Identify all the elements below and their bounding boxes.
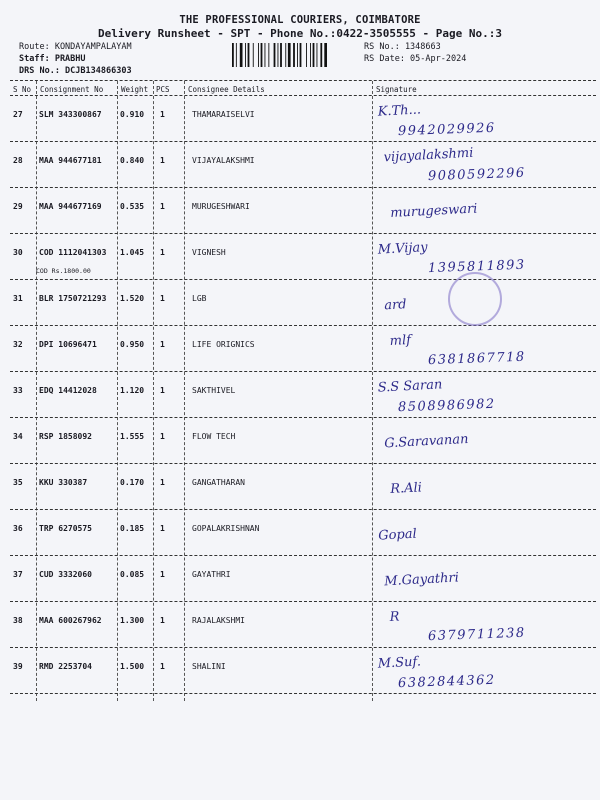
- table-row: [0, 280, 600, 326]
- staff-label: Staff: PRABHU: [19, 54, 86, 64]
- col-pcs: PCS: [156, 85, 170, 94]
- svg-text:murugeswari: murugeswari: [389, 201, 478, 222]
- row-cod-amount: COD Rs.1800.00: [36, 267, 91, 275]
- svg-text:ard: ard: [383, 297, 407, 314]
- row-consignee: GAYATHRI: [192, 570, 231, 579]
- row-sno: 29: [13, 202, 23, 211]
- row-pcs: 1: [160, 432, 165, 441]
- row-weight: 0.535: [120, 202, 145, 211]
- svg-text:6379711238: 6379711238: [427, 625, 526, 645]
- header-top-rule: [10, 80, 596, 81]
- row-consignment-no: BLR 1750721293: [39, 294, 107, 303]
- row-consignment-no: EDQ 14412028: [39, 386, 97, 395]
- row-consignee: VIJAYALAKSHMI: [192, 156, 255, 165]
- row-consignee: FLOW TECH: [192, 432, 236, 441]
- row-pcs: 1: [160, 524, 165, 533]
- svg-text:6381867718: 6381867718: [427, 349, 526, 369]
- row-pcs: 1: [160, 294, 165, 303]
- row-sno: 30: [13, 248, 23, 257]
- table-row: [0, 418, 600, 464]
- rs-date-label: RS Date: 05-Apr-2024: [364, 54, 467, 64]
- table-row: [0, 372, 600, 418]
- row-sno: 28: [13, 156, 23, 165]
- svg-text:8508986982: 8508986982: [397, 396, 496, 416]
- svg-text:vijayalakshmi: vijayalakshmi: [383, 145, 474, 166]
- row-weight: 0.910: [120, 110, 145, 119]
- row-sno: 38: [13, 616, 23, 625]
- row-consignee: RAJALAKSHMI: [192, 616, 245, 625]
- row-sno: 37: [13, 570, 23, 579]
- table-row: [0, 234, 600, 280]
- delivery-stamp: [448, 272, 502, 326]
- row-weight: 0.840: [120, 156, 145, 165]
- row-pcs: 1: [160, 662, 165, 671]
- table-row: [0, 464, 600, 510]
- row-sno: 27: [13, 110, 23, 119]
- signature-handwritten: [370, 372, 595, 418]
- row-sno: 33: [13, 386, 23, 395]
- svg-text:1395811893: 1395811893: [427, 257, 526, 277]
- row-pcs: 1: [160, 202, 165, 211]
- row-sno: 34: [13, 432, 23, 441]
- signature-handwritten: [370, 464, 595, 510]
- svg-text:mlf: mlf: [389, 332, 412, 350]
- row-consignment-no: MAA 600267962: [39, 616, 102, 625]
- svg-text:M.Suf.: M.Suf.: [377, 654, 422, 672]
- row-pcs: 1: [160, 156, 165, 165]
- col-consignment: Consignment No: [40, 85, 104, 94]
- svg-text:9942029926: 9942029926: [397, 120, 496, 140]
- signature-handwritten: [370, 648, 595, 694]
- svg-text:M.Vijay: M.Vijay: [377, 240, 428, 258]
- signature-handwritten: [370, 96, 595, 142]
- row-weight: 1.520: [120, 294, 145, 303]
- row-pcs: 1: [160, 110, 165, 119]
- svg-text:S.S Saran: S.S Saran: [377, 377, 443, 396]
- signature-handwritten: [370, 142, 595, 188]
- drs-label: DRS No.: DCJB134866303: [19, 66, 132, 76]
- col-consignee: Consignee Details: [188, 85, 265, 94]
- row-consignee: GOPALAKRISHNAN: [192, 524, 260, 533]
- route-label: Route: KONDAYAMPALAYAM: [19, 42, 132, 52]
- company-title: THE PROFESSIONAL COURIERS, COIMBATORE: [179, 14, 421, 26]
- row-consignee: SAKTHIVEL: [192, 386, 236, 395]
- svg-text:M.Gayathri: M.Gayathri: [383, 570, 460, 590]
- row-consignment-no: COD 1112041303: [39, 248, 107, 257]
- col-sno: S No: [13, 85, 32, 94]
- table-row: [0, 326, 600, 372]
- row-pcs: 1: [160, 478, 165, 487]
- row-consignee: MURUGESHWARI: [192, 202, 250, 211]
- row-weight: 1.120: [120, 386, 145, 395]
- svg-text:R.Ali: R.Ali: [389, 480, 423, 498]
- signature-handwritten: [370, 556, 595, 602]
- svg-text:9080592296: 9080592296: [427, 165, 526, 185]
- row-consignee: SHALINI: [192, 662, 226, 671]
- svg-text:Gopal: Gopal: [377, 526, 418, 544]
- row-separator: [10, 693, 596, 694]
- table-row: [0, 510, 600, 556]
- table-row: [0, 556, 600, 602]
- row-consignment-no: RMD 2253704: [39, 662, 92, 671]
- row-consignment-no: CUD 3332060: [39, 570, 92, 579]
- table-row: [0, 602, 600, 648]
- table-row: [0, 96, 600, 142]
- row-consignment-no: MAA 944677181: [39, 156, 102, 165]
- row-weight: 0.170: [120, 478, 145, 487]
- table-row: [0, 648, 600, 694]
- row-pcs: 1: [160, 616, 165, 625]
- row-consignment-no: TRP 6270575: [39, 524, 92, 533]
- row-consignee: LGB: [192, 294, 207, 303]
- row-consignment-no: KKU 330387: [39, 478, 88, 487]
- row-consignment-no: DPI 10696471: [39, 340, 97, 349]
- row-sno: 36: [13, 524, 23, 533]
- row-pcs: 1: [160, 340, 165, 349]
- row-consignment-no: MAA 944677169: [39, 202, 102, 211]
- row-consignee: LIFE ORIGNICS: [192, 340, 255, 349]
- barcode: [232, 43, 356, 67]
- row-consignment-no: RSP 1858092: [39, 432, 92, 441]
- signature-handwritten: [370, 602, 595, 648]
- row-sno: 31: [13, 294, 23, 303]
- signature-handwritten: [370, 326, 595, 372]
- svg-text:G.Saravanan: G.Saravanan: [383, 431, 469, 452]
- table-row: [0, 188, 600, 234]
- row-sno: 35: [13, 478, 23, 487]
- table-row: [0, 142, 600, 188]
- rs-no-label: RS No.: 1348663: [364, 42, 441, 52]
- row-pcs: 1: [160, 386, 165, 395]
- col-weight: Weight: [121, 85, 149, 94]
- svg-text:K.Th...: K.Th...: [377, 102, 422, 120]
- row-weight: 0.185: [120, 524, 145, 533]
- row-consignee: VIGNESH: [192, 248, 226, 257]
- row-weight: 1.500: [120, 662, 145, 671]
- row-pcs: 1: [160, 570, 165, 579]
- row-sno: 32: [13, 340, 23, 349]
- row-consignment-no: SLM 343300867: [39, 110, 102, 119]
- svg-text:R: R: [389, 609, 400, 626]
- signature-handwritten: [370, 510, 595, 556]
- row-sno: 39: [13, 662, 23, 671]
- row-consignee: GANGATHARAN: [192, 478, 245, 487]
- signature-handwritten: [370, 188, 595, 234]
- row-pcs: 1: [160, 248, 165, 257]
- row-weight: 1.300: [120, 616, 145, 625]
- svg-text:6382844362: 6382844362: [397, 672, 496, 692]
- row-weight: 0.950: [120, 340, 145, 349]
- row-consignee: THAMARAISELVI: [192, 110, 255, 119]
- row-weight: 0.085: [120, 570, 145, 579]
- signature-handwritten: [370, 418, 595, 464]
- row-weight: 1.555: [120, 432, 145, 441]
- runsheet-title: Delivery Runsheet - SPT - Phone No.:0422-3505555 - Page No.:3: [98, 27, 502, 40]
- col-signature: Signature: [376, 85, 417, 94]
- row-weight: 1.045: [120, 248, 145, 257]
